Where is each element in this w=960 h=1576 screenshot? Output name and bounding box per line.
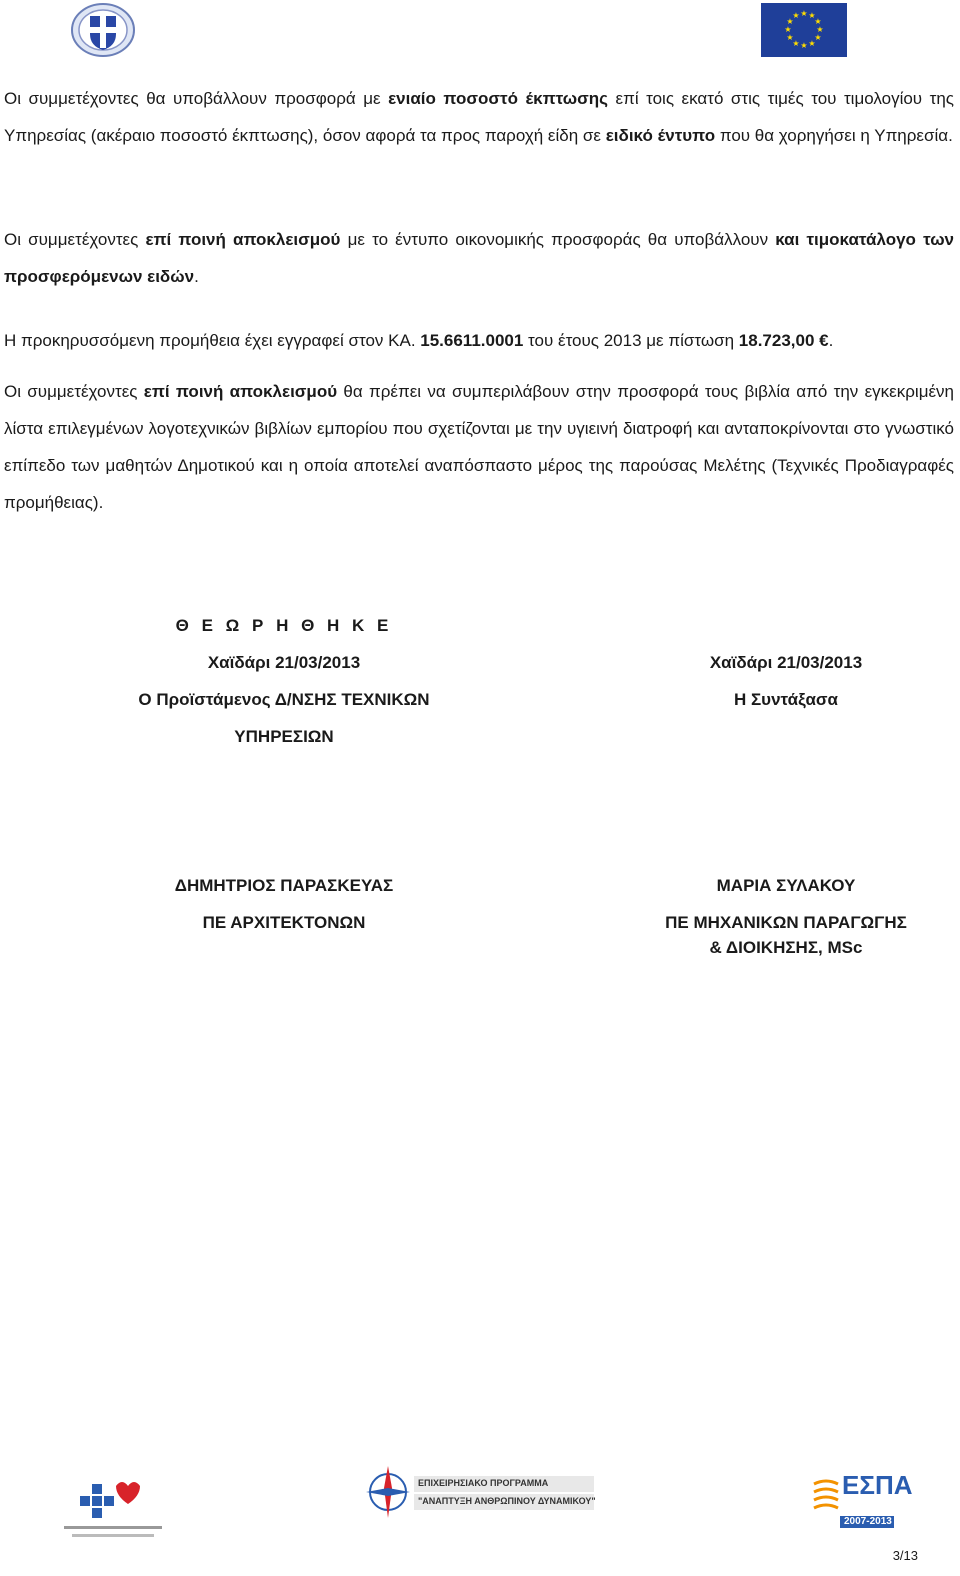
espa-logo <box>812 1470 913 1532</box>
p1-bold-b: ενιαίο ποσοστό έκπτωσης <box>388 89 608 108</box>
svg-text:★: ★ <box>808 11 816 20</box>
p3-text-e: . <box>828 331 834 350</box>
paragraph-books <box>4 373 954 521</box>
right-signatory-title-line2: & ΔΙΟΙΚΗΣΗΣ, MSc <box>709 938 863 957</box>
p2-text-a: Οι συμμετέχοντες <box>4 230 146 249</box>
p4-bold-b: επί ποινή αποκλεισμού <box>143 382 338 401</box>
svg-text:★: ★ <box>784 25 792 34</box>
left-signatory-title: ΠΕ ΑΡΧΙΤΕΚΤΟΝΩΝ <box>202 913 366 932</box>
p1-text-a: Οι συμμετέχοντες θα υποβάλλουν προσφορά με <box>4 89 389 108</box>
svg-text:★: ★ <box>786 33 794 42</box>
programme-text-line2: "ΑΝΑΠΤΥΞΗ ΑΝΘΡΩΠΙΝΟΥ ΔΥΝΑΜΙΚΟΥ" <box>418 1496 596 1506</box>
p1-text-e: που θα χορηγήσει η Υπηρεσία. <box>715 126 953 145</box>
svg-text:★: ★ <box>786 17 794 26</box>
operational-programme-logo <box>364 1460 596 1524</box>
p3-text-a: Η προκηρυσσόμενη προμήθεια έχει εγγραφεί στον ΚΑ. <box>4 331 421 350</box>
paragraph-budget <box>4 331 833 351</box>
right-signatory-name: ΜΑΡΙΑ ΣΥΛΑΚΟΥ <box>716 876 856 895</box>
p4-text-a: Οι συμμετέχοντες <box>4 382 144 401</box>
p3-bold-d: 18.723,00 € <box>738 331 829 350</box>
svg-text:★: ★ <box>792 11 800 20</box>
approval-heading: Θ Ε Ω Ρ Η Θ Η Κ Ε <box>175 616 393 635</box>
svg-text:★: ★ <box>792 39 800 48</box>
svg-text:★: ★ <box>800 9 808 18</box>
left-role-line2: ΥΠΗΡΕΣΙΩΝ <box>234 727 334 746</box>
svg-text:★: ★ <box>800 41 808 50</box>
p3-bold-b: 15.6611.0001 <box>420 331 524 350</box>
left-signatory-name: ΔΗΜΗΤΡΙΟΣ ΠΑΡΑΣΚΕΥΑΣ <box>174 876 394 895</box>
espa-logo-text: ΕΣΠΑ <box>842 1470 913 1500</box>
p2-text-c: με το έντυπο οικονομικής προσφοράς θα υποβάλλουν <box>340 230 776 249</box>
svg-text:★: ★ <box>808 39 816 48</box>
right-signatory-title-line1: ΠΕ ΜΗΧΑΝΙΚΩΝ ΠΑΡΑΓΩΓΗΣ <box>665 913 907 932</box>
left-date: Χαϊδάρι 21/03/2013 <box>207 653 361 672</box>
svg-text:★: ★ <box>814 33 822 42</box>
paragraph-pricelist <box>4 221 954 295</box>
p1-text-c: επί τοις εκατό στις τιμές του τιμολογίου της Υπηρεσίας (ακέραιο ποσοστό έκπτωσης), όσον αφορά τα προς παροχή είδη σε <box>4 89 954 145</box>
paragraph-discount <box>4 80 954 154</box>
programme-text-line1: ΕΠΙΧΕΙΡΗΣΙΑΚΟ ΠΡΟΓΡΑΜΜΑ <box>418 1478 549 1488</box>
page-number: 3/13 <box>892 1548 918 1563</box>
p3-text-c: του έτους 2013 με πίστωση <box>523 331 739 350</box>
right-role: Η Συντάξασα <box>733 690 838 709</box>
svg-text:★: ★ <box>816 25 824 34</box>
eu-flag-logo <box>761 3 847 57</box>
right-date: Χαϊδάρι 21/03/2013 <box>709 653 863 672</box>
greek-coat-of-arms-logo <box>70 2 136 58</box>
left-role-line1: Ο Προϊστάμενος Δ/ΝΣΗΣ ΤΕΧΝΙΚΩΝ <box>138 690 430 709</box>
p1-bold-d: ειδικό έντυπο <box>605 126 716 145</box>
p2-bold-d: και τιμοκατάλογο των προσφερόμενων ειδών <box>4 230 955 286</box>
p4-text-c: θα πρέπει να συμπεριλάβουν στην προσφορά τους βιβλία από την εγκεκριμένη λίστα επιλεγμένων λογοτεχνικών βιβλίων εμπορίου που σχετίζονται με την υγιεινή διατροφή και ανταποκρίνονται στο γνωστικό επίπεδο των μαθητών Δημοτικού και η οποία αποτελεί αναπόσπαστο μέρος της παρούσας Μελέτης (Τεχνικές Προδιαγραφές προμήθειας). <box>4 382 955 512</box>
ministry-of-health-logo <box>64 1474 162 1546</box>
p2-bold-b: επί ποινή αποκλεισμού <box>145 230 341 249</box>
svg-text:★: ★ <box>814 17 822 26</box>
espa-logo-years: 2007-2013 <box>844 1516 892 1527</box>
p2-text-e: . <box>194 267 199 286</box>
